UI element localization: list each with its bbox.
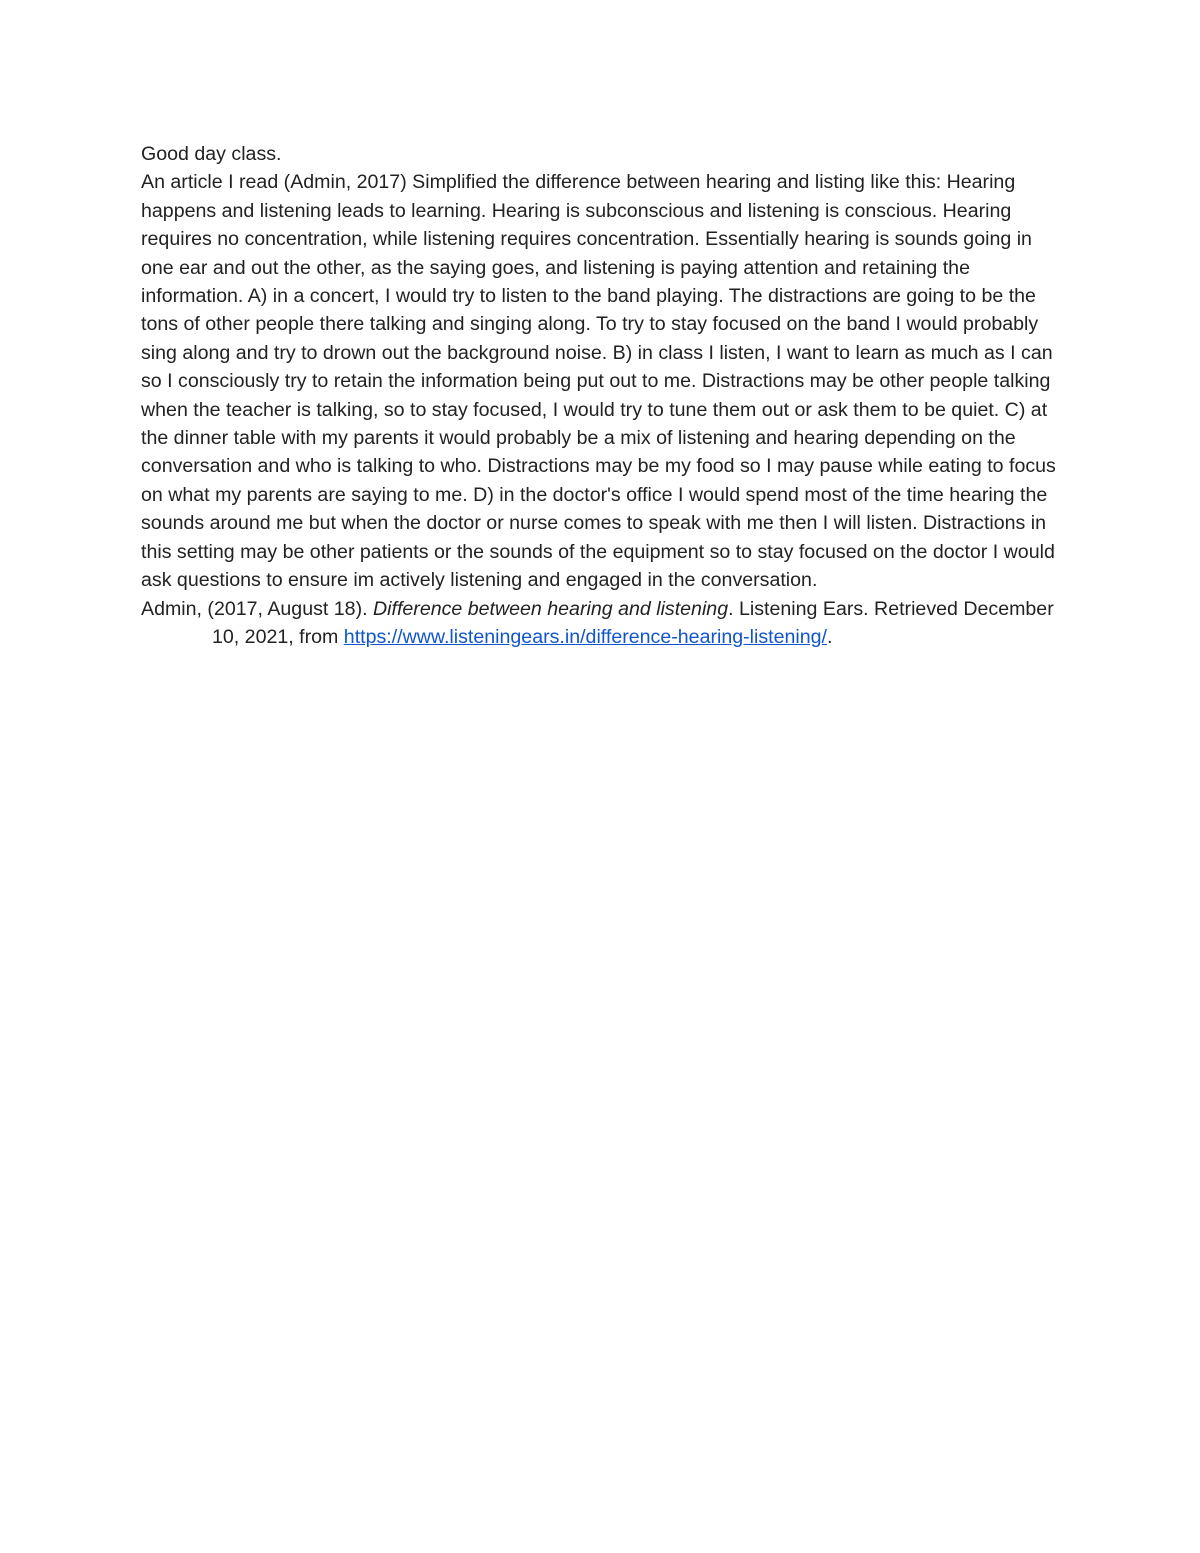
reference-citation [141,595,1066,652]
reference-publisher-retrieved: . Listening Ears. Retrieved December 10, 2021, from [212,597,1054,648]
reference-title: Difference between hearing and listening [373,597,729,620]
body-paragraph: An article I read (Admin, 2017) Simplified the difference between hearing and listing like this: Hearing happens and listening leads to learning. Hearing is subconscious and listening is conscious. Hearing requires no concentration, while listening requires concentration. Essentially hearing is sounds going in one ear and out the other, as the saying goes, and listening is paying attention and retaining the information. A) in a concert, I would try to listen to the band playing. The distractions are going to be the tons of other people there talking and singing along. To try to stay focused on the band I would probably sing along and try to drown out the background noise. B) in class I listen, I want to learn as much as I can so I consciously try to retain the information being put out to me. Distractions may be other people talking when the teacher is talking, so to stay focused, I would try to tune them out or ask them to be quiet. C) at the dinner table with my parents it would probably be a mix of listening and hearing depending on the conversation and who is talking to who. Distractions may be my food so I may pause while eating to focus on what my parents are saying to me. D) in the doctor's office I would spend most of the time hearing the sounds around me but when the doctor or nurse comes to speak with me then I will listen. Distractions in this setting may be other patients or the sounds of the equipment so to stay focused on the doctor I would ask questions to ensure im actively listening and engaged in the conversation. [141,171,1056,592]
reference-end-period: . [827,625,833,648]
reference-author-date: Admin, (2017, August 18). [141,597,373,620]
document-page [141,140,1066,651]
reference-url-link[interactable]: https://www.listeningears.in/difference-hearing-listening/ [343,625,828,648]
greeting-text: Good day class. [141,143,282,165]
